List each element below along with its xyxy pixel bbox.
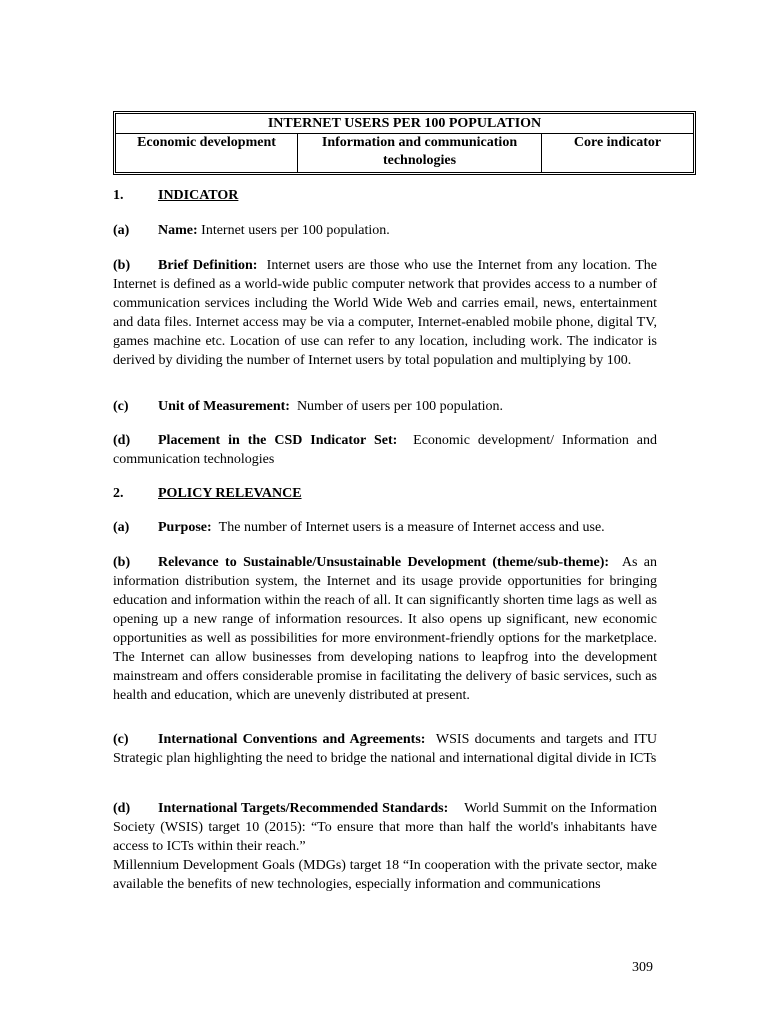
item-text: WSIS documents and targets and ITU Strategic plan highlighting the need to bridge the national and international digital divide in ICTs — [113, 732, 657, 766]
header-cell-subtheme: Information and communication technologies — [298, 134, 542, 172]
item-text: Economic development/ Information and communication technologies — [113, 433, 658, 467]
item-text: Internet users per 100 population. — [201, 223, 390, 238]
item-2a: (a) Purpose: The number of Internet users is a measure of Internet access and use. — [113, 520, 605, 535]
section-2-heading: 2. POLICY RELEVANCE — [113, 486, 302, 501]
header-table — [113, 111, 696, 175]
item-1d: (d) Placement in the CSD Indicator Set: Economic development/ Information and communication technologies — [113, 433, 658, 467]
item-2d: (d) International Targets/Recommended Standards: World Summit on the Information Society (WSIS) target 10 (2015): “To ensure that more than half the world's inhabitants have access to ICTs within their reach.” Millennium Development Goals (MDGs) target 18 “In cooperation with the private sector, make available the benefits of new technologies, especially information and communications — [113, 801, 657, 892]
item-label: International Conventions and Agreements: — [158, 732, 426, 747]
item-2c: (c) International Conventions and Agreements: WSIS documents and targets and ITU Strategic plan highlighting the need to bridge the national and international digital divide in ICTs — [113, 732, 657, 766]
item-label: Relevance to Sustainable/Unsustainable Development (theme/sub-theme): — [158, 555, 610, 570]
header-title: INTERNET USERS PER 100 POPULATION — [116, 114, 693, 134]
item-label: Unit of Measurement: — [158, 399, 290, 414]
item-1b: (b) Brief Definition: Internet users are those who use the Internet from any location. The Internet is defined as a world-wide public computer network that provides access to a number of communication services including the World Wide Web and carries email, news, entertainment and data files. Internet access may be via a computer, Internet-enabled mobile phone, digital TV, games machine etc. Location of use can refer to any location, including work. The indicator is derived by dividing the number of Internet users by total population and multiplying by 100. — [113, 258, 658, 368]
item-text: The number of Internet users is a measure of Internet access and use. — [218, 520, 605, 535]
item-text: Number of users per 100 population. — [296, 399, 504, 414]
item-label: International Targets/Recommended Standards: — [158, 801, 449, 816]
header-cell-indicator-type: Core indicator — [573, 135, 662, 150]
section-title: INDICATOR — [158, 188, 239, 203]
item-label: Purpose: — [158, 520, 212, 535]
item-2b: (b) Relevance to Sustainable/Unsustainable Development (theme/sub-theme): As an information distribution system, the Internet and its usage provide opportunities for bringing education and information within the reach of all. It can significantly shorten time lags as well as opening up a new range of information resources. It also opens up significant, new economic opportunities as well as possibilities for more environment-friendly options for the marketplace. The Internet can allow businesses from developing nations to leapfrog into the development mainstream and offers considerable promise in facilitating the delivery of basic services, such as health and education, which are unevenly distributed at present. — [113, 555, 658, 703]
item-label: Brief Definition: — [158, 258, 258, 273]
item-1a: (a) Name: Internet users per 100 population. — [113, 223, 390, 238]
header-cell-theme: Economic development — [116, 134, 298, 172]
item-label: Placement in the CSD Indicator Set: — [158, 433, 398, 448]
page-number: 309 — [632, 960, 653, 975]
item-text: Internet users are those who use the Internet from any location. The Internet is defined as a world-wide public computer network that provides access to a number of communication services including the World Wide Web and carries email, news, entertainment and data files. Internet access may be via a computer, Internet-enabled mobile phone, digital TV, games machine etc. Location of use can refer to any location, including work. The indicator is derived by dividing the number of Internet users by total population and multiplying by 100. — [113, 258, 658, 368]
section-title: POLICY RELEVANCE — [158, 486, 302, 501]
item-text: As an information distribution system, the Internet and its usage provide opportunities for bringing education and information within the reach of all. It can significantly shorten time lags as well as opening up a new range of information resources. It also opens up significant, new economic opportunities as well as possibilities for more environment-friendly options for the marketplace. The Internet can allow businesses from developing nations to leapfrog into the development mainstream and offers considerable promise in facilitating the delivery of basic services, such as health and education, which are unevenly distributed at present. — [113, 555, 658, 703]
item-text: World Summit on the Information Society (WSIS) target 10 (2015): “To ensure that more than half the world's inhabitants have access to ICTs within their reach.” — [113, 801, 657, 854]
item-label: Name: — [158, 223, 198, 238]
header-row — [116, 134, 693, 172]
item-text-continued: Millennium Development Goals (MDGs) target 18 “In cooperation with the private sector, make available the benefits of new technologies, especially information and communications — [113, 858, 657, 892]
item-1c: (c) Unit of Measurement: Number of users per 100 population. — [113, 399, 504, 414]
section-1-heading: 1. INDICATOR — [113, 188, 239, 203]
